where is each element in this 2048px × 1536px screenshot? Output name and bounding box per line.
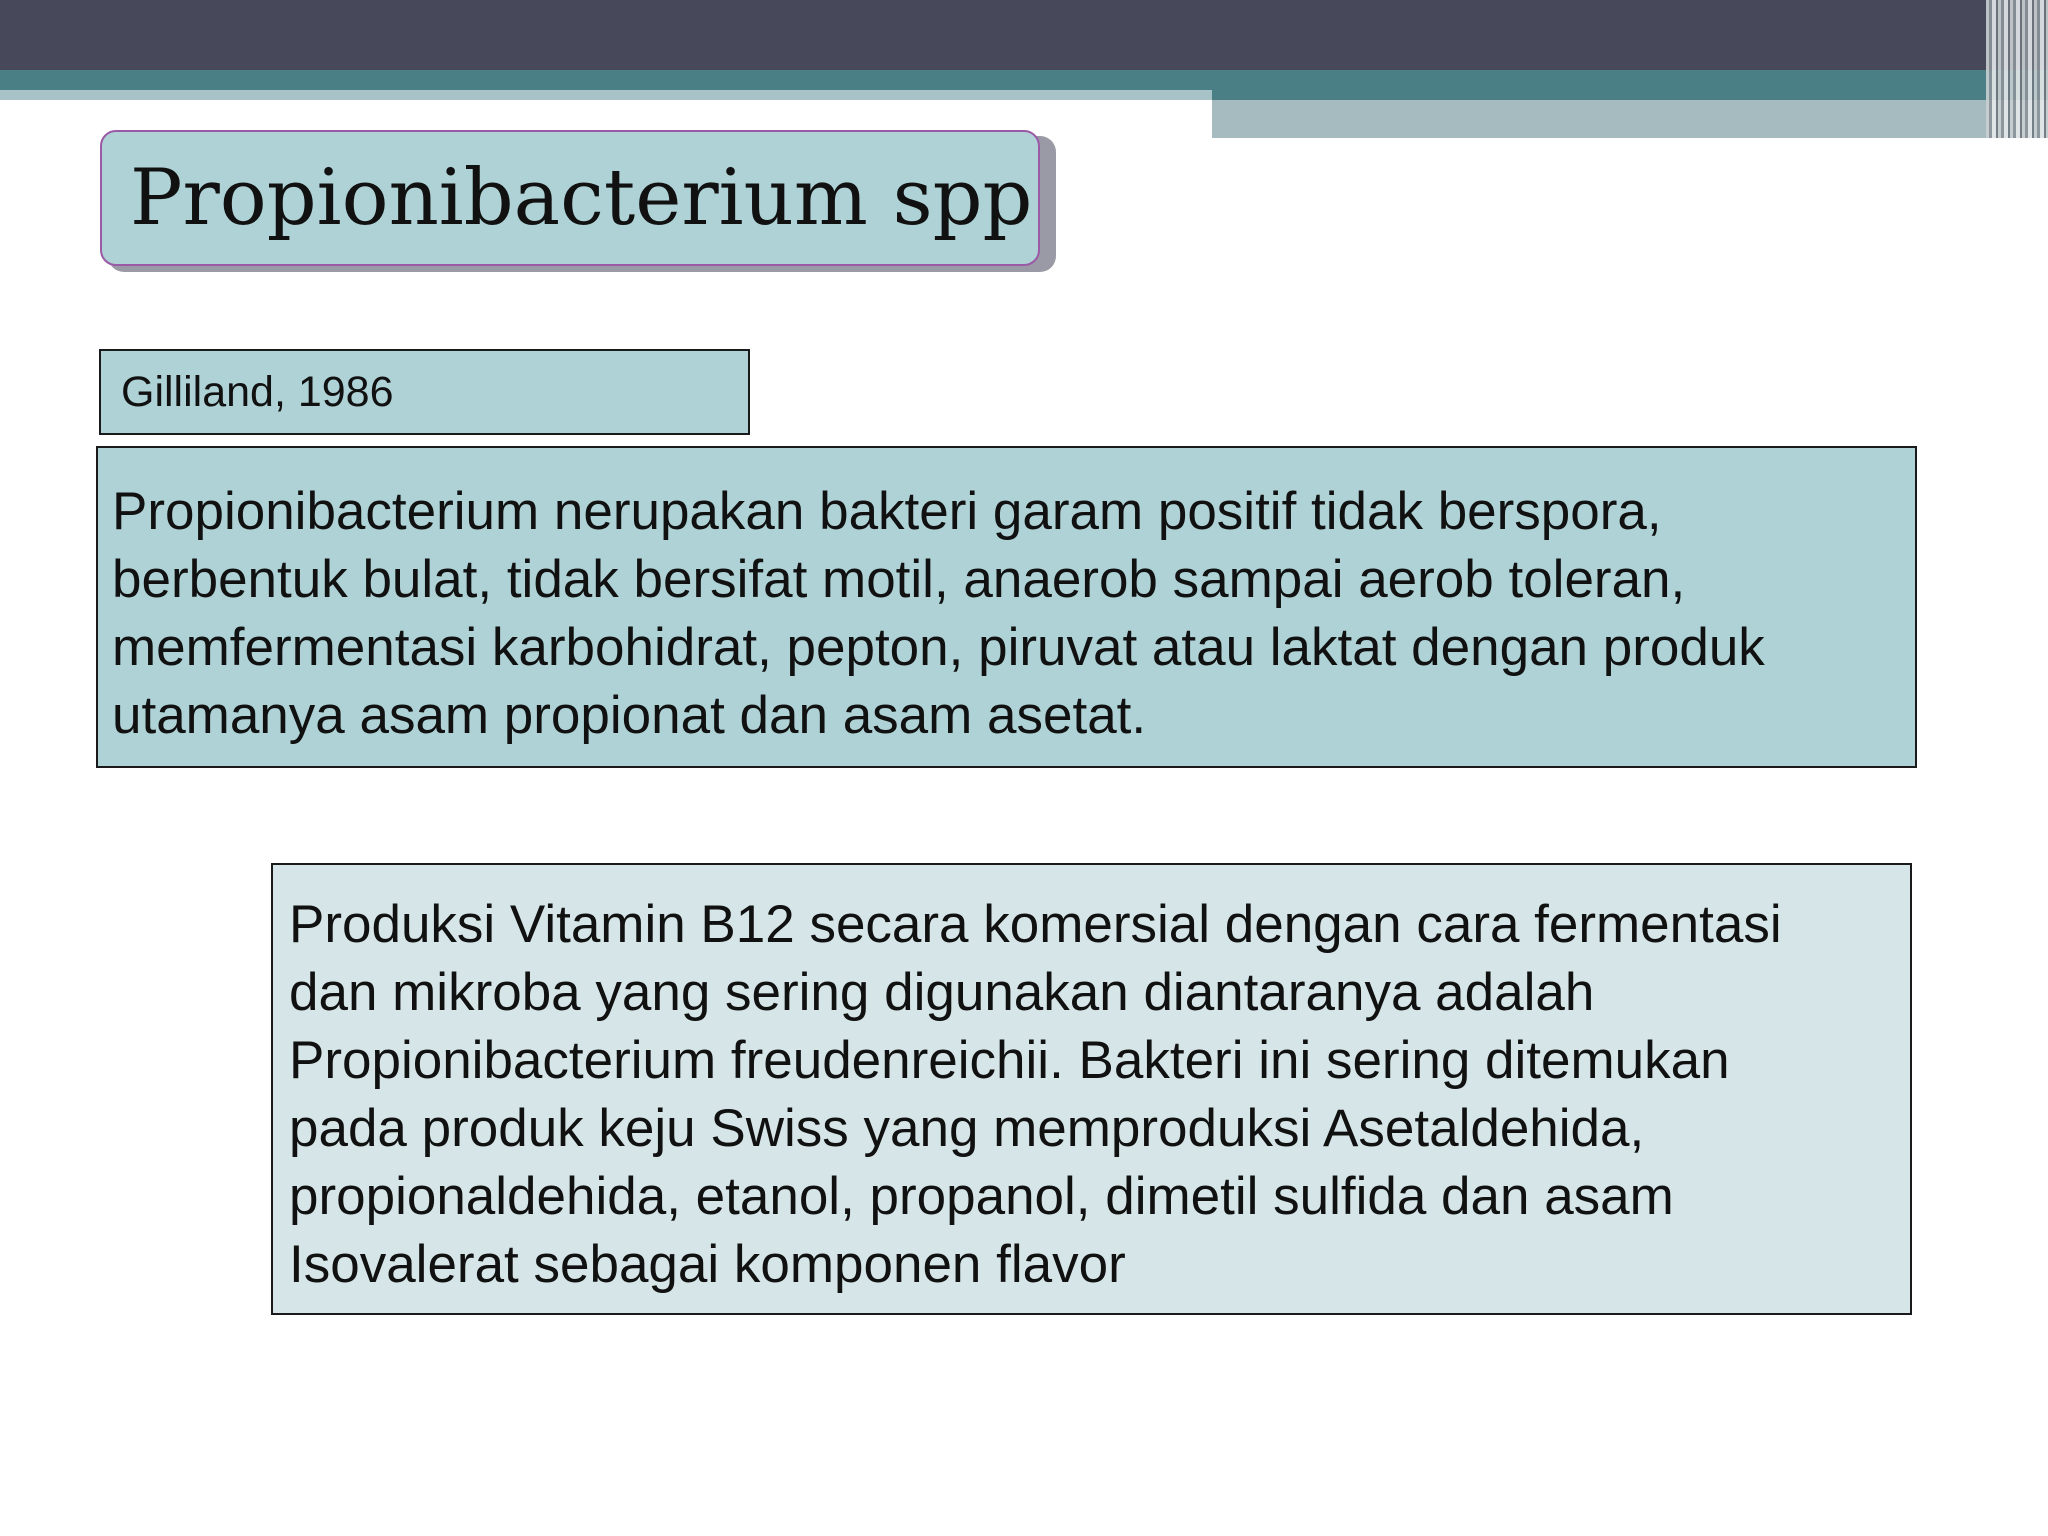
header-accent-bar (0, 90, 1212, 100)
vitamin-b12-line: Propionibacterium freudenreichii. Bakteri ini sering ditemukan (289, 1031, 1730, 1090)
vitamin-b12-text (289, 891, 1896, 1299)
citation-text: Gilliland, 1986 (121, 367, 394, 416)
header-light-bar (1212, 100, 2048, 138)
definition-line: memfermentasi karbohidrat, pepton, piruvat atau laktat dengan produk (112, 618, 1765, 677)
definition-line: Propionibacterium nerupakan bakteri garam positif tidak berspora, (112, 482, 1662, 541)
definition-text (112, 478, 1901, 750)
citation-box (99, 349, 750, 435)
definition-line: berbentuk bulat, tidak bersifat motil, anaerob sampai aerob toleran, (112, 550, 1686, 609)
title-box (100, 130, 1040, 266)
vitamin-b12-line: Produksi Vitamin B12 secara komersial dengan cara fermentasi (289, 895, 1782, 954)
definition-line: utamanya asam propionat dan asam asetat. (112, 686, 1147, 745)
vitamin-b12-line: pada produk keju Swiss yang memproduksi Asetaldehida, (289, 1099, 1645, 1158)
vitamin-b12-line: Isovalerat sebagai komponen flavor (289, 1235, 1126, 1294)
vitamin-b12-line: dan mikroba yang sering digunakan diantaranya adalah (289, 963, 1595, 1022)
slide-title: Propionibacterium spp (130, 153, 1033, 243)
header-edge-stripes (1986, 0, 2048, 138)
header-dark-bar (0, 0, 2048, 70)
definition-box (96, 446, 1917, 768)
vitamin-b12-box (271, 863, 1912, 1315)
vitamin-b12-line: propionaldehida, etanol, propanol, dimetil sulfida dan asam (289, 1167, 1674, 1226)
